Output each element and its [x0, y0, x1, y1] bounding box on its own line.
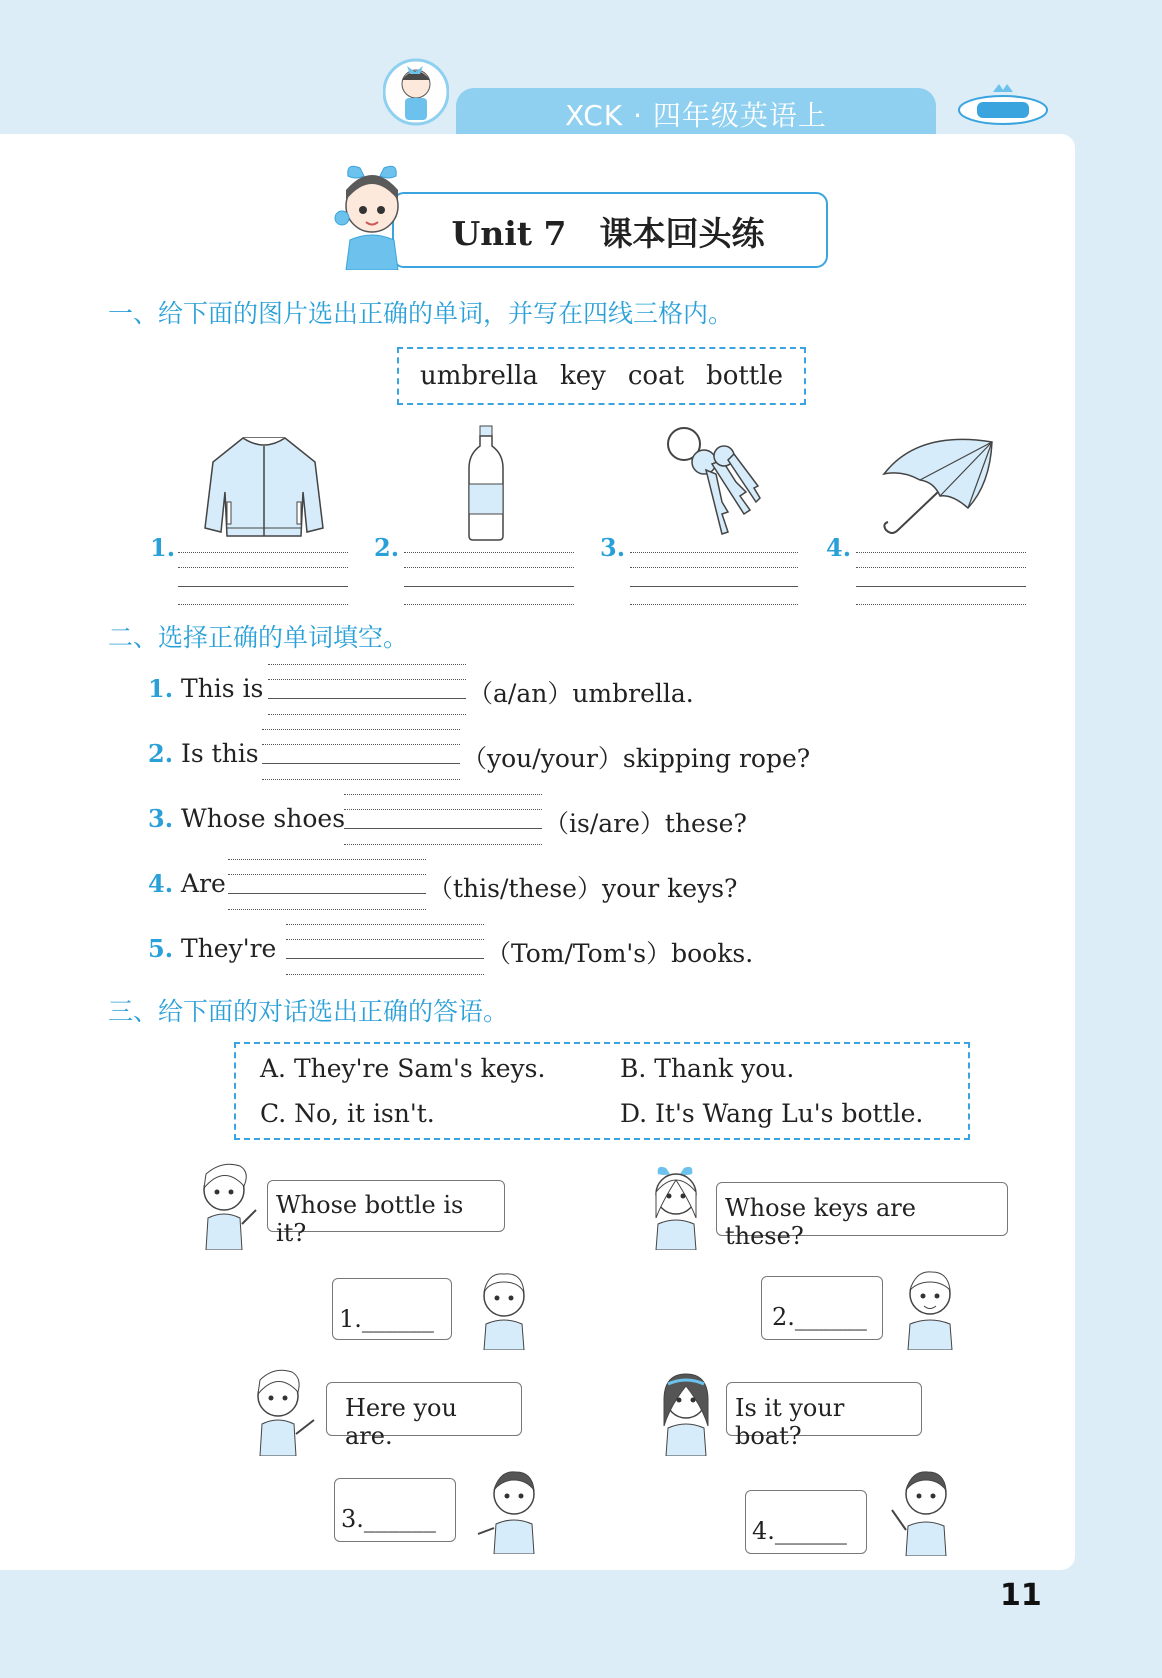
answer-blank-3[interactable]: 3.______ [341, 1505, 436, 1533]
answer-lines-5[interactable] [286, 924, 484, 984]
dialog-question: Is it your boat? [735, 1394, 845, 1450]
fill-blank-item-1: 1. This is [148, 674, 264, 703]
sentence-after: （is/are）these? [544, 809, 747, 838]
jacket-icon [203, 432, 325, 540]
bottle-icon [465, 424, 507, 542]
writing-lines-1[interactable] [178, 552, 348, 612]
answer-bubble-1[interactable] [332, 1278, 452, 1340]
umbrella-icon [878, 434, 998, 540]
word-bank-item: umbrella [420, 361, 538, 391]
sentence-after: （a/an）umbrella. [468, 679, 694, 708]
fill-blank-item-2: 2. Is this [148, 739, 259, 768]
item-number: 4. [826, 533, 852, 562]
word-bank-box [397, 347, 806, 405]
sentence-after: （this/these）your keys? [428, 874, 738, 903]
answer-blank-4[interactable]: 4.______ [752, 1517, 847, 1545]
option-c: C. No, it isn't. [260, 1099, 435, 1128]
mascot-logo-icon [383, 52, 449, 136]
sentence-before: Are [181, 869, 226, 898]
unit-title: Unit 7 课本回头练 [451, 214, 765, 253]
sentence-before: They're [181, 934, 277, 963]
boy-curly-icon [470, 1266, 536, 1350]
girl-long-hair-icon [654, 1366, 720, 1456]
fill-blank-item-4: 4. Are [148, 869, 226, 898]
option-b: B. Thank you. [620, 1054, 795, 1083]
sentence-after: （Tom/Tom's）books. [486, 939, 754, 968]
brand-logo-icon [955, 82, 1051, 130]
answer-bubble-4[interactable] [745, 1490, 867, 1554]
keys-icon [662, 424, 762, 540]
answer-blank-2[interactable]: 2.______ [772, 1303, 867, 1331]
sentence-before: This is [181, 674, 264, 703]
word-bank-item: bottle [706, 361, 783, 391]
sentence-after: （you/your）skipping rope? [462, 744, 811, 773]
answer-lines-1[interactable] [268, 664, 466, 724]
item-number: 3. [600, 533, 626, 562]
girl-ponytail-icon [194, 1160, 264, 1250]
dialog-question: Whose keys are these? [725, 1194, 916, 1250]
answer-blank-1[interactable]: 1.______ [339, 1305, 434, 1333]
option-d: D. It's Wang Lu's bottle. [620, 1099, 924, 1128]
answer-lines-2[interactable] [262, 729, 460, 789]
word-bank-item: coat [627, 361, 685, 391]
writing-lines-2[interactable] [404, 552, 574, 612]
speech-bubble [716, 1182, 1008, 1250]
sentence-before: Is this [181, 739, 259, 768]
boy-short-hair-icon [898, 1264, 964, 1350]
section1-heading: 一、给下面的图片选出正确的单词，并写在四线三格内。 [108, 299, 734, 328]
item-number: 2. [374, 533, 400, 562]
dialog-question: Here you are. [345, 1394, 457, 1450]
speech-bubble [267, 1180, 505, 1247]
writing-lines-3[interactable] [630, 552, 798, 612]
answer-lines-3[interactable] [344, 794, 542, 854]
item-number: 1. [150, 533, 176, 562]
boy-clapping-icon [474, 1464, 546, 1554]
girl-pointing-icon [246, 1364, 322, 1456]
option-a: A. They're Sam's keys. [260, 1054, 546, 1083]
word-bank-item: key [560, 361, 606, 391]
section3-heading: 三、给下面的对话选出正确的答语。 [108, 997, 509, 1026]
answer-bubble-3[interactable] [334, 1478, 456, 1542]
header-title: XCK · 四年级英语上 [565, 99, 827, 132]
speech-bubble [726, 1382, 922, 1450]
speech-bubble [326, 1382, 522, 1450]
fill-blank-item-3: 3. Whose shoes [148, 804, 346, 833]
sentence-before: Whose shoes [181, 804, 346, 833]
page-number: 11 [1000, 1578, 1042, 1613]
answer-lines-4[interactable] [228, 859, 426, 919]
girl-bow-icon [644, 1162, 710, 1250]
writing-lines-4[interactable] [856, 552, 1026, 612]
section2-heading: 二、选择正确的单词填空。 [108, 623, 409, 652]
fill-blank-item-5: 5. They're [148, 934, 277, 963]
answer-bubble-2[interactable] [761, 1276, 883, 1340]
dialog-question: Whose bottle is it? [276, 1191, 464, 1247]
boy-waving-icon [886, 1464, 958, 1556]
